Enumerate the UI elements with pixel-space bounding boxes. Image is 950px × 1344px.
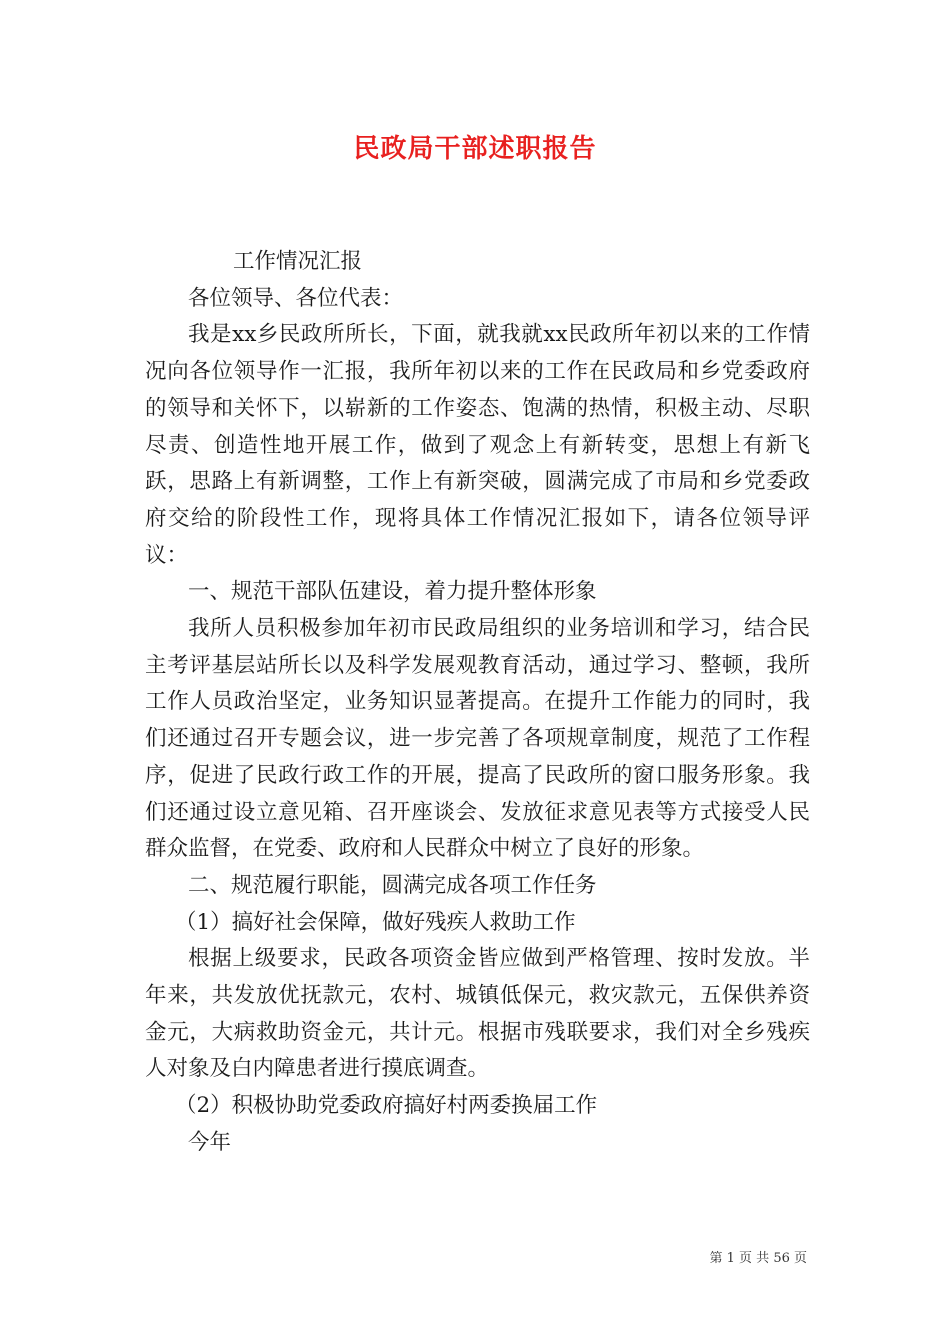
subsection-heading-1: （1）搞好社会保障，做好残疾人救助工作 (175, 909, 576, 935)
page-number-footer: 第 1 页 共 56 页 (709, 1251, 807, 1266)
paragraph-subtitle: 工作情况汇报 (233, 249, 363, 274)
paragraph-subsection-2: 今年 (188, 1129, 232, 1155)
paragraph-intro: 我是xx乡民政所所长，下面，就我就xx民政所年初以来的工作情况向各位领导作一汇报，我所年初以来的工作在民政局和乡党委政府的领导和关怀下，以崭新的工作姿态、饱满的热情，积极主动、尽职尽责、创造性地开展工作，做到了观念上有新转变，思想上有新飞跃，思路上有新调整，工作上有新突破，圆满完成了市局和乡党委政府交给的阶段性工作，现将具体工作情况汇报如下，请各位领导评议： (145, 322, 810, 568)
section-heading-1: 一、规范干部队伍建设，着力提升整体形象 (188, 579, 597, 605)
paragraph-salutation: 各位领导、各位代表： (188, 285, 404, 311)
paragraph-section-1: 我所人员积极参加年初市民政局组织的业务培训和学习，结合民主考评基层站所长以及科学发展观教育活动，通过学习、整顿，我所工作人员政治坚定，业务知识显著提高。在提升工作能力的同时，我们还通过召开专题会议，进一步完善了各项规章制度，规范了工作程序，促进了民政行政工作的开展，提高了民政所的窗口服务形象。我们还通过设立意见箱、召开座谈会、发放征求意见表等方式接受人民群众监督，在党委、政府和人民群众中树立了良好的形象。 (145, 616, 810, 862)
section-heading-2: 二、规范履行职能，圆满完成各项工作任务 (188, 872, 597, 898)
paragraph-subsection-1: 根据上级要求，民政各项资金皆应做到严格管理、按时发放。半年来，共发放优抚款元，农村、城镇低保元，救灾款元，五保供养资金元，大病救助资金元，共计元。根据市残联要求，我们对全乡残疾人对象及白内障患者进行摸底调查。 (145, 946, 810, 1082)
document-body (145, 244, 810, 1162)
document-title: 民政局干部述职报告 (353, 134, 597, 164)
subsection-heading-2: （2）积极协助党委政府搞好村两委换届工作 (175, 1093, 598, 1119)
